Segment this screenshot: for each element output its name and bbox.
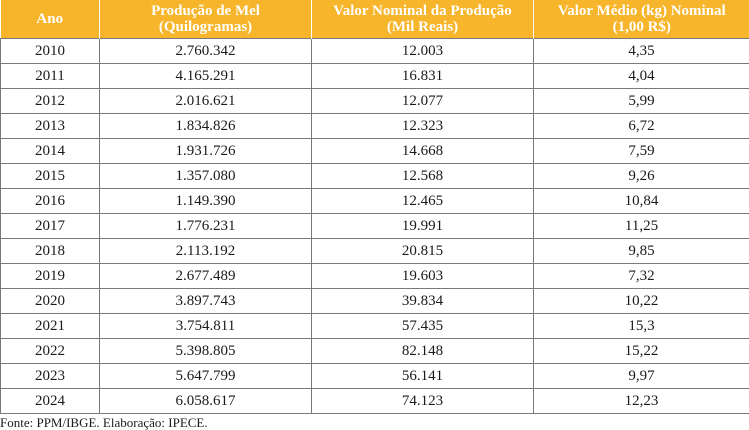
table-row <box>1 164 749 189</box>
table-row <box>1 114 749 139</box>
cell-valor-nominal: 12.465 <box>312 189 534 214</box>
cell-valor-medio: 11,25 <box>534 214 749 239</box>
table-row <box>1 89 749 114</box>
cell-producao: 4.165.291 <box>100 64 312 89</box>
cell-ano: 2023 <box>1 364 100 389</box>
cell-ano: 2017 <box>1 214 100 239</box>
cell-ano: 2021 <box>1 314 100 339</box>
cell-producao: 6.058.617 <box>100 389 312 414</box>
table-row <box>1 364 749 389</box>
cell-valor-nominal: 12.077 <box>312 89 534 114</box>
cell-producao: 2.760.342 <box>100 39 312 64</box>
cell-valor-medio: 9,85 <box>534 239 749 264</box>
table-row <box>1 189 749 214</box>
cell-ano: 2024 <box>1 389 100 414</box>
header-valor-medio <box>534 0 749 39</box>
cell-producao: 2.677.489 <box>100 264 312 289</box>
cell-valor-medio: 15,3 <box>534 314 749 339</box>
cell-producao: 1.776.231 <box>100 214 312 239</box>
table-row <box>1 314 749 339</box>
table-row <box>1 39 749 64</box>
cell-valor-nominal: 12.003 <box>312 39 534 64</box>
table-body <box>1 39 749 414</box>
cell-valor-nominal: 14.668 <box>312 139 534 164</box>
header-valor-medio-line2: (1,00 R$) <box>538 19 746 35</box>
header-valor-medio-line1: Valor Médio (kg) Nominal <box>538 3 746 19</box>
table-row <box>1 214 749 239</box>
cell-ano: 2011 <box>1 64 100 89</box>
cell-ano: 2018 <box>1 239 100 264</box>
header-row <box>1 0 749 39</box>
cell-producao: 3.897.743 <box>100 289 312 314</box>
cell-valor-medio: 4,04 <box>534 64 749 89</box>
table-header <box>1 0 749 39</box>
table-row <box>1 64 749 89</box>
cell-valor-nominal: 19.603 <box>312 264 534 289</box>
cell-producao: 5.647.799 <box>100 364 312 389</box>
table-row <box>1 239 749 264</box>
cell-ano: 2022 <box>1 339 100 364</box>
cell-ano: 2013 <box>1 114 100 139</box>
cell-valor-nominal: 20.815 <box>312 239 534 264</box>
cell-ano: 2014 <box>1 139 100 164</box>
cell-valor-medio: 4,35 <box>534 39 749 64</box>
header-valor-nominal-line2: (Mil Reais) <box>316 19 529 35</box>
cell-valor-medio: 10,84 <box>534 189 749 214</box>
cell-valor-nominal: 82.148 <box>312 339 534 364</box>
cell-producao: 2.113.192 <box>100 239 312 264</box>
header-producao-mel-line2: (Quilogramas) <box>104 19 307 35</box>
cell-valor-medio: 9,26 <box>534 164 749 189</box>
cell-valor-nominal: 39.834 <box>312 289 534 314</box>
header-ano-label: Ano <box>36 11 63 27</box>
cell-ano: 2019 <box>1 264 100 289</box>
header-valor-nominal <box>312 0 534 39</box>
cell-valor-medio: 12,23 <box>534 389 749 414</box>
cell-valor-nominal: 19.991 <box>312 214 534 239</box>
cell-ano: 2020 <box>1 289 100 314</box>
cell-ano: 2012 <box>1 89 100 114</box>
header-ano <box>1 0 100 39</box>
table-row <box>1 289 749 314</box>
cell-producao: 1.357.080 <box>100 164 312 189</box>
cell-producao: 5.398.805 <box>100 339 312 364</box>
header-valor-nominal-line1: Valor Nominal da Produção <box>316 3 529 19</box>
header-producao-mel <box>100 0 312 39</box>
table-row <box>1 389 749 414</box>
cell-valor-nominal: 12.568 <box>312 164 534 189</box>
cell-producao: 3.754.811 <box>100 314 312 339</box>
cell-producao: 1.149.390 <box>100 189 312 214</box>
cell-valor-medio: 6,72 <box>534 114 749 139</box>
cell-ano: 2016 <box>1 189 100 214</box>
cell-valor-medio: 7,59 <box>534 139 749 164</box>
header-producao-mel-line1: Produção de Mel <box>104 3 307 19</box>
cell-valor-medio: 15,22 <box>534 339 749 364</box>
cell-valor-medio: 10,22 <box>534 289 749 314</box>
table-row <box>1 139 749 164</box>
source-note: Fonte: PPM/IBGE. Elaboração: IPECE. <box>0 414 749 430</box>
table-row <box>1 339 749 364</box>
cell-producao: 2.016.621 <box>100 89 312 114</box>
cell-valor-nominal: 74.123 <box>312 389 534 414</box>
cell-valor-medio: 7,32 <box>534 264 749 289</box>
cell-valor-nominal: 16.831 <box>312 64 534 89</box>
cell-ano: 2015 <box>1 164 100 189</box>
cell-valor-nominal: 12.323 <box>312 114 534 139</box>
cell-producao: 1.834.826 <box>100 114 312 139</box>
cell-valor-nominal: 56.141 <box>312 364 534 389</box>
cell-valor-nominal: 57.435 <box>312 314 534 339</box>
table-row <box>1 264 749 289</box>
cell-valor-medio: 5,99 <box>534 89 749 114</box>
cell-producao: 1.931.726 <box>100 139 312 164</box>
cell-ano: 2010 <box>1 39 100 64</box>
cell-valor-medio: 9,97 <box>534 364 749 389</box>
